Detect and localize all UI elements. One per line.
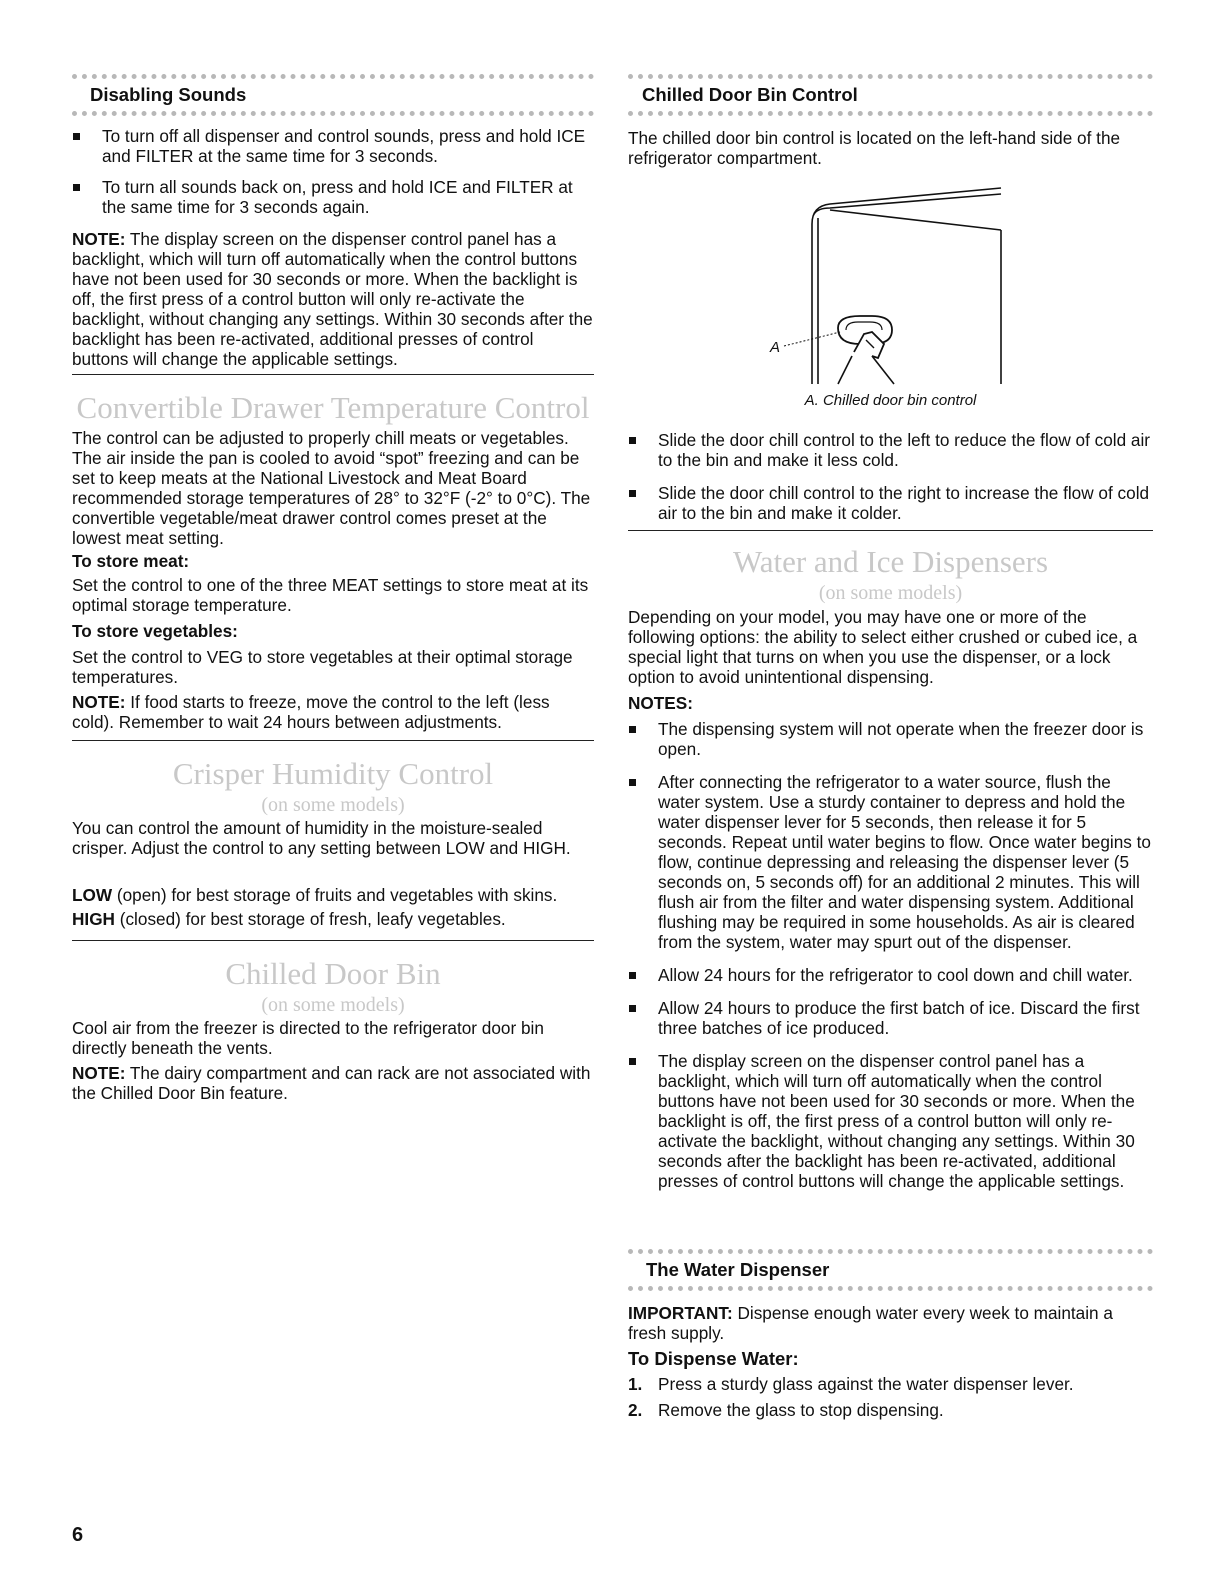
dispensers-notes-label: NOTES: <box>628 693 693 713</box>
section-divider <box>72 940 594 941</box>
disabling-sounds-note: NOTE: The display screen on the dispenser control panel has a backlight, which will turn off automatically when the control buttons have not been used for 30 seconds or more. When the backlight is off, the first press of a control button will only re-activate the backlight, without changing any settings. Within 30 seconds after the backlight has been re-activated, additional presses of control buttons will change the applicable settings. <box>72 229 593 369</box>
list-item: 1. Press a sturdy glass against the water dispenser lever. <box>628 1374 1074 1394</box>
chilled-bin-subtitle: (on some models) <box>261 994 405 1016</box>
figure-callout-label: A <box>770 339 781 356</box>
list-item: The dispensing system will not operate when the freezer door is open. <box>628 719 1153 759</box>
store-vegetables-text: Set the control to VEG to store vegetables at their optimal storage temperatures. <box>72 647 573 687</box>
crisper-title: Crisper Humidity Control <box>172 756 494 791</box>
chilled-bin-control-figure <box>768 184 1028 390</box>
chilled-bin-title: Chilled Door Bin <box>225 956 441 991</box>
store-meat-label: To store meat: <box>72 551 190 571</box>
dispense-water-label: To Dispense Water: <box>628 1348 799 1369</box>
store-meat-text: Set the control to one of the three MEAT settings to store meat at its optimal storage temperature. <box>72 575 589 615</box>
dispensers-title: Water and Ice Dispensers <box>732 544 1049 579</box>
convertible-drawer-title: Convertible Drawer Temperature Control <box>76 390 590 425</box>
chilled-control-list <box>628 430 1153 523</box>
water-dispenser-heading: The Water Dispenser <box>628 1249 1153 1291</box>
chilled-control-heading: Chilled Door Bin Control <box>628 74 1153 116</box>
list-item: Allow 24 hours to produce the first batch of ice. Discard the first three batches of ice produced. <box>628 998 1153 1038</box>
list-item: To turn off all dispenser and control sounds, press and hold ICE and FILTER at the same time for 3 seconds. <box>72 126 594 166</box>
dispense-water-steps <box>628 1374 1153 1420</box>
section-divider <box>72 374 594 375</box>
crisper-subtitle: (on some models) <box>261 794 405 816</box>
chilled-bin-intro: Cool air from the freezer is directed to the refrigerator door bin directly beneath the vents. <box>72 1018 544 1058</box>
dispensers-subtitle: (on some models) <box>818 582 963 604</box>
crisper-low: LOW (open) for best storage of fruits and vegetables with skins. <box>72 885 558 905</box>
disabling-sounds-list <box>72 126 594 217</box>
list-item: Slide the door chill control to the right to increase the flow of cold air to the bin and make it colder. <box>628 483 1153 523</box>
list-item: The display screen on the dispenser control panel has a backlight, which will turn off automatically when the control buttons have not been used for 30 seconds or more. When the backlight is off, the first press of a control button will only re-activate the backlight, without changing any settings. Within 30 seconds after the backlight has been re-activated, additional presses of control buttons will change the applicable settings. <box>628 1051 1153 1191</box>
chilled-bin-note: NOTE: The dairy compartment and can rack are not associated with the Chilled Door Bin feature. <box>72 1063 591 1103</box>
convertible-drawer-intro: The control can be adjusted to properly chill meats or vegetables. The air inside the pan is cooled to avoid “spot” freezing and can be set to keep meats at the National Livestock and Meat Board recommended storage temperatures of 28° to 32°F (-2° to 0°C). The convertible vegetable/meat drawer control comes preset at the lowest meat setting. <box>72 428 591 548</box>
disabling-sounds-heading: Disabling Sounds <box>72 74 594 116</box>
page-number: 6 <box>72 1524 84 1546</box>
list-item: To turn all sounds back on, press and hold ICE and FILTER at the same time for 3 seconds again. <box>72 177 594 217</box>
list-item: Slide the door chill control to the left to reduce the flow of cold air to the bin and make it less cold. <box>628 430 1153 470</box>
water-dispenser-important: IMPORTANT: Dispense enough water every week to maintain a fresh supply. <box>628 1303 1113 1343</box>
section-divider <box>72 740 594 741</box>
list-item: 2. Remove the glass to stop dispensing. <box>628 1400 944 1420</box>
convertible-drawer-note: NOTE: If food starts to freeze, move the control to the left (less cold). Remember to wait 24 hours between adjustments. <box>72 692 550 732</box>
dispensers-notes-list <box>628 719 1153 1191</box>
refrigerator-wall-illustration <box>784 188 1001 384</box>
store-vegetables-label: To store vegetables: <box>72 621 238 641</box>
crisper-intro: You can control the amount of humidity in the moisture-sealed crisper. Adjust the control to any setting between LOW and HIGH. <box>72 818 571 858</box>
crisper-high: HIGH (closed) for best storage of fresh, leafy vegetables. <box>72 909 506 929</box>
section-divider <box>628 530 1153 531</box>
chilled-control-intro: The chilled door bin control is located on the left-hand side of the refrigerator compartment. <box>628 128 1121 168</box>
list-item: After connecting the refrigerator to a water source, flush the water system. Use a sturdy container to depress and hold the water dispenser lever for 5 seconds, then release it for 5 seconds. Repeat until water begins to flow. Once water begins to flow, continue depressing and releasing the dispenser lever (5 seconds on, 5 seconds off) for an additional 2 minutes. This will flush air from the filter and water dispensing system. Additional flushing may be required in some households. As air is cleared from the system, water may spurt out of the dispenser. <box>628 772 1153 952</box>
dispensers-intro: Depending on your model, you may have one or more of the following options: the ability to select either crushed or cubed ice, a special light that turns on when you use the dispenser, or a lock option to avoid unintentional dispensing. <box>628 607 1138 687</box>
figure-caption: A. Chilled door bin control <box>804 392 977 409</box>
list-item: Allow 24 hours for the refrigerator to cool down and chill water. <box>628 965 1153 985</box>
